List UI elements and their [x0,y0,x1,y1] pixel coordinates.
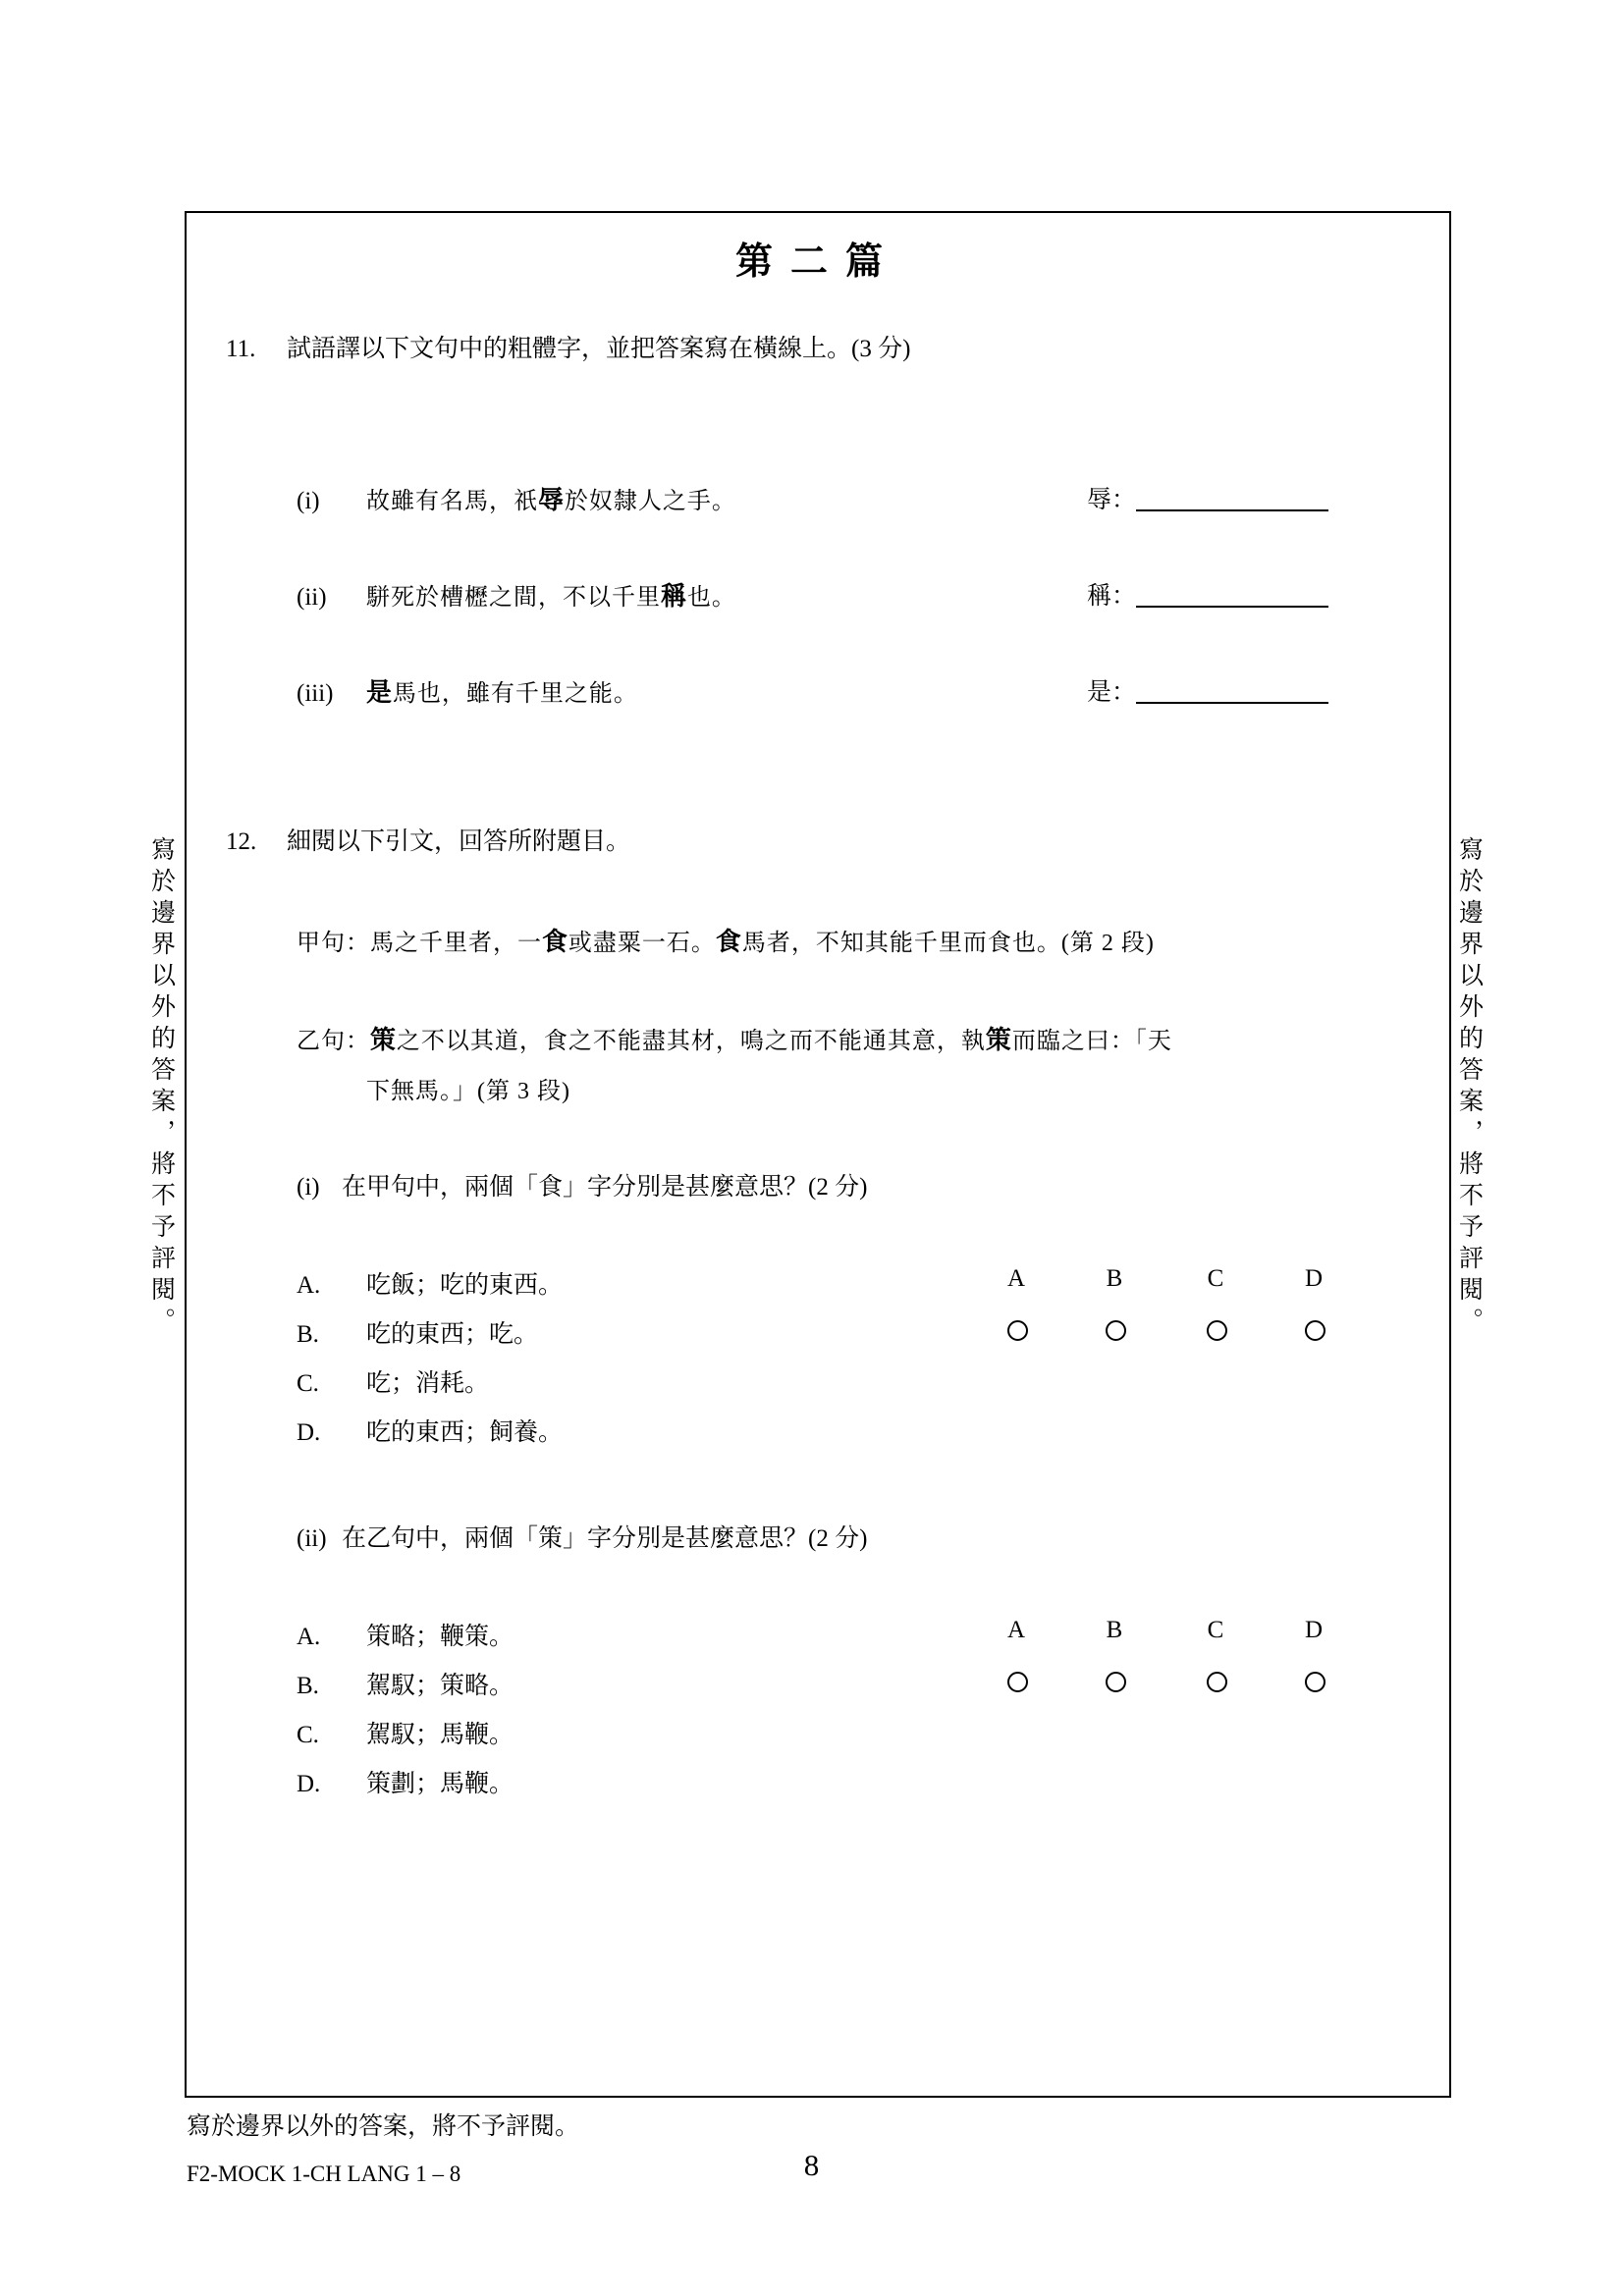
q12-part-i-bubble-c[interactable] [1207,1320,1227,1341]
option-text: 策劃；馬鞭。 [366,1771,514,1797]
q12-part-i-option-b [297,1314,984,1350]
q11-item-ii-label: (ii) [297,584,327,611]
q12-part-ii-answer-header-b: B [1106,1617,1123,1643]
q11-item-ii [297,576,1435,613]
option-text: 駕馭；馬鞭。 [366,1722,514,1748]
page-number: 8 [803,2148,820,2182]
q12-part-ii-question [297,1519,1435,1554]
question-12-number: 12. [226,828,257,855]
q12-part-i-question [297,1167,1435,1202]
q12-quote-b-line1: 乙句：策之不以其道，食之不能盡其材，鳴之而不能通其意，執策而臨之曰：「天 [297,1026,1172,1054]
q12-part-ii-option-b [297,1666,984,1701]
q12-part-i-answer-header-a: A [1006,1265,1026,1292]
q12-part-i-text: 在甲句中，兩個「食」字分別是甚麼意思？(2 分) [342,1174,868,1201]
option-letter: B. [297,1673,319,1699]
question-12-row [226,822,1414,857]
q11-item-ii-answer-label: 稱： [1087,583,1137,610]
q11-item-ii-answer [1087,576,1328,612]
q12-part-i-label: (i) [297,1174,320,1201]
question-11-row [226,329,1414,364]
q11-item-i [297,480,1435,516]
q11-item-ii-text: 駢死於槽櫪之間，不以千里稱也。 [366,582,736,611]
q12-part-i-answer-header-b: B [1106,1265,1123,1292]
q11-item-ii-answer-blank[interactable] [1136,581,1328,608]
exam-page-frame [185,211,1451,2098]
question-11-number: 11. [226,336,256,362]
q11-item-i-answer-blank[interactable] [1136,485,1328,511]
q12-part-i-option-a [297,1265,984,1301]
q12-part-i-option-c [297,1363,984,1399]
q12-part-ii-label: (ii) [297,1525,327,1552]
q11-item-iii-label: (iii) [297,680,334,707]
q11-item-iii-answer-label: 是： [1087,679,1137,706]
option-letter: D. [297,1771,321,1797]
q12-part-ii-bubble-a[interactable] [1007,1672,1028,1692]
q12-part-ii-answer-header-d: D [1304,1617,1324,1643]
q12-part-ii-answer-header-c: C [1207,1617,1224,1643]
q11-item-i-label: (i) [297,488,320,514]
question-11-prompt: 試語譯以下文句中的粗體字，並把答案寫在橫線上。(3 分) [287,336,911,362]
q12-part-i-bubble-a[interactable] [1007,1320,1028,1341]
option-text: 吃；消耗。 [366,1370,490,1397]
option-text: 策略；鞭策。 [366,1624,514,1650]
option-text: 吃的東西；吃。 [366,1321,539,1348]
q12-part-i-answer-header-c: C [1207,1265,1224,1292]
q12-part-ii-bubble-c[interactable] [1207,1672,1227,1692]
q12-part-ii-option-d [297,1764,984,1799]
q12-quote-a: 甲句：馬之千里者，一食或盡粟一石。食馬者，不知其能千里而食也。(第 2 段) [297,928,1155,956]
option-letter: C. [297,1370,319,1397]
q12-part-ii-option-c [297,1715,984,1750]
option-letter: C. [297,1722,319,1748]
q11-item-iii [297,672,1435,709]
q12-part-ii-bubble-b[interactable] [1106,1672,1126,1692]
option-text: 吃的東西；飼養。 [366,1419,564,1446]
q12-part-i-answer-header-d: D [1304,1265,1324,1292]
q12-part-ii-option-a [297,1617,984,1652]
section-title: 第二篇 [734,241,900,283]
q12-part-ii-answer-header-a: A [1006,1617,1026,1643]
bottom-boundary-note: 寫於邊界以外的答案，將不予評閱。 [187,2113,580,2140]
q11-item-iii-answer-blank[interactable] [1136,677,1328,704]
q12-part-i-option-d [297,1413,984,1448]
q11-item-iii-text: 是馬也，雖有千里之能。 [366,678,638,707]
q12-part-ii-text: 在乙句中，兩個「策」字分別是甚麼意思？(2 分) [342,1525,868,1552]
option-text: 吃飯；吃的東西。 [366,1272,564,1299]
option-text: 駕馭；策略。 [366,1673,514,1699]
footer-paper-code: F2-MOCK 1-CH LANG 1 – 8 [187,2162,461,2186]
option-letter: B. [297,1321,319,1348]
q12-quote-b-line2: 下無馬。」(第 3 段) [366,1079,570,1104]
q11-item-i-answer-label: 辱： [1087,487,1137,513]
option-letter: A. [297,1272,321,1299]
q12-part-ii-bubble-d[interactable] [1305,1672,1325,1692]
q11-item-iii-answer [1087,672,1328,708]
question-12-prompt: 細閱以下引文，回答所附題目。 [287,828,631,855]
q12-part-i-bubble-d[interactable] [1305,1320,1325,1341]
option-letter: A. [297,1624,321,1650]
margin-note-left: 寫於邊界以外的答案，將不予評閱。 [147,836,175,1339]
margin-note-right: 寫於邊界以外的答案，將不予評閱。 [1455,836,1483,1339]
option-letter: D. [297,1419,321,1446]
q11-item-i-text: 故雖有名馬，祇辱於奴隸人之手。 [366,486,736,514]
q12-part-i-bubble-b[interactable] [1106,1320,1126,1341]
q11-item-i-answer [1087,480,1328,515]
